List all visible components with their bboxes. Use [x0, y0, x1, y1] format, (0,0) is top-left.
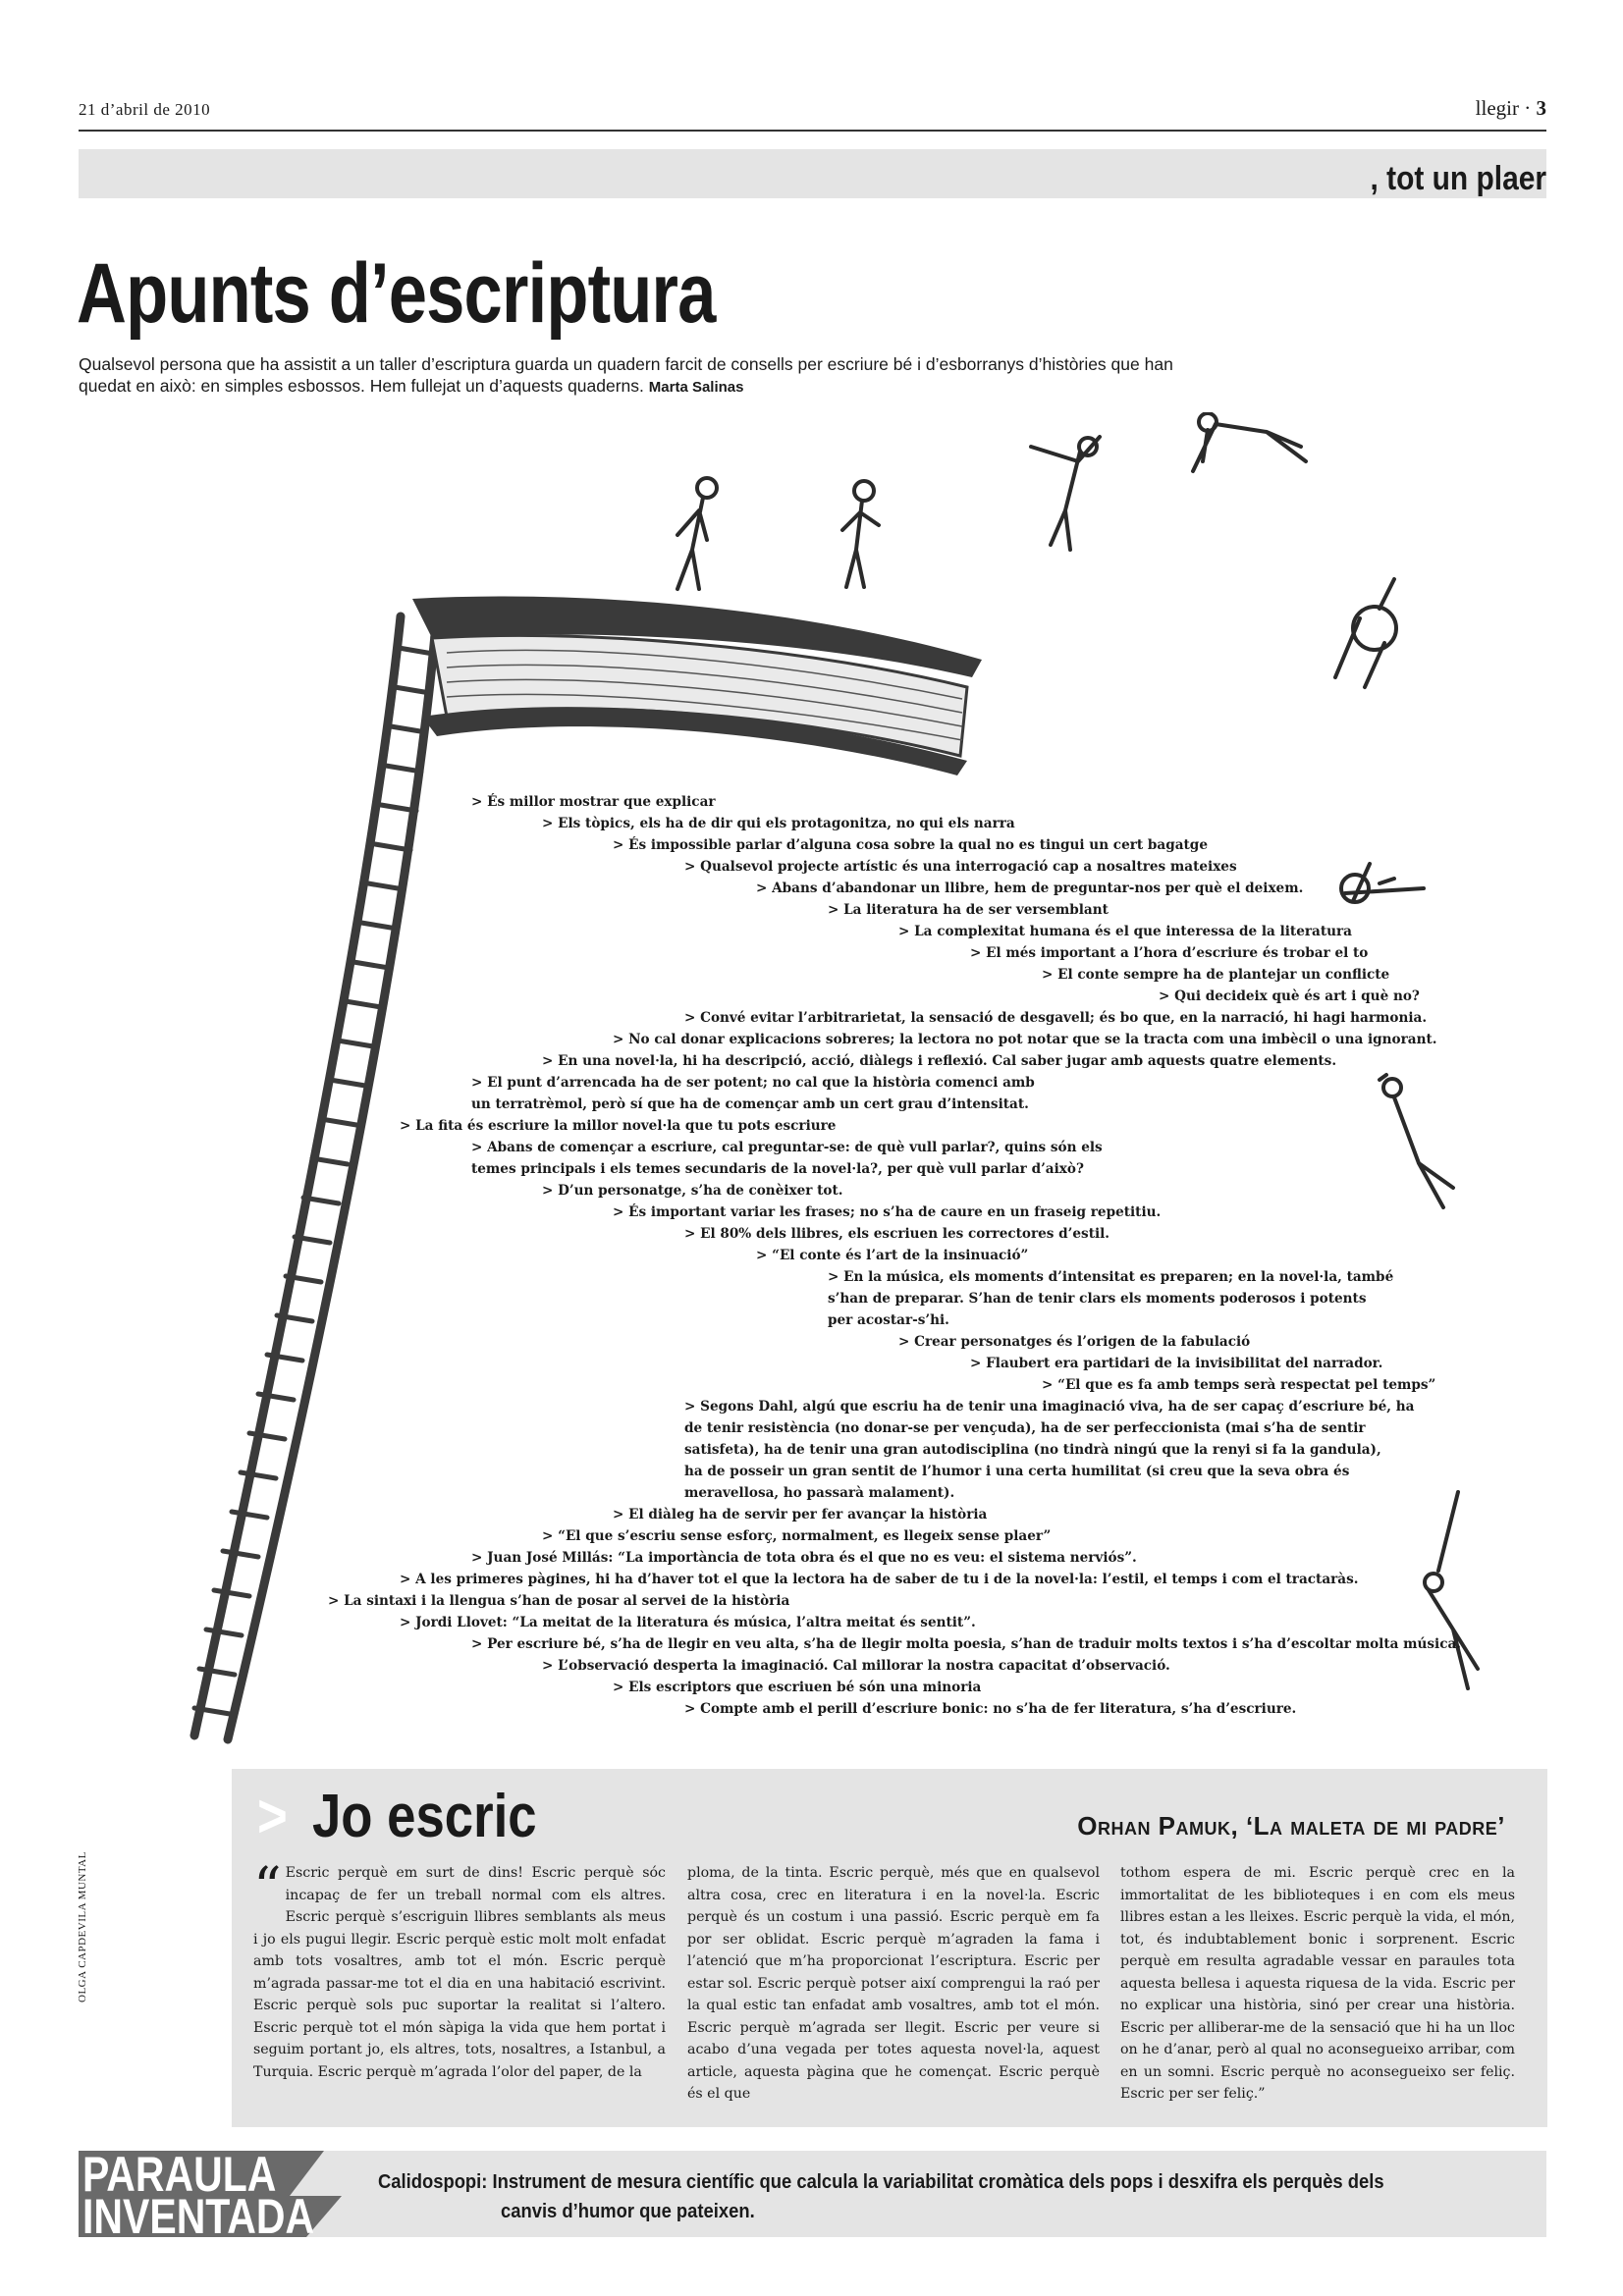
tip-line: > D’un personatge, s’ha de conèixer tot.	[542, 1183, 843, 1199]
header-separator: ·	[1524, 96, 1532, 120]
tip-line: > Qui decideix què és art i què no?	[1159, 988, 1420, 1004]
tip-line: temes principals i els temes secundaris de la novel·la?, per què vull parlar d’això?	[471, 1161, 1084, 1177]
article-lead	[79, 353, 1188, 399]
tip-line: > Compte amb el perill d’escriure bonic: no s’ha de fer literatura, s’ha d’escriure.	[684, 1701, 1297, 1717]
tip-line: > Abans d’abandonar un llibre, hem de preguntar-nos per què el deixem.	[756, 881, 1304, 896]
header-section-name: llegir	[1475, 96, 1519, 120]
tip-line: > “El conte és l’art de la insinuació”	[756, 1248, 1029, 1263]
sidebar-source: Orhan Pamuk, ‘La maleta de mi padre’	[1077, 1811, 1505, 1841]
tip-line: > Flaubert era partidari de la invisibilitat del narrador.	[970, 1356, 1383, 1371]
figure-3	[1031, 437, 1100, 550]
tip-line: > El conte sempre ha de plantejar un conflicte	[1042, 967, 1390, 983]
tip-line: > Qualsevol projecte artístic és una interrogació cap a nosaltres mateixes	[684, 859, 1237, 875]
figure-6	[1341, 864, 1424, 902]
tip-line: s’han de preparar. S’han de tenir clars els moments poderosos i potents	[828, 1291, 1367, 1307]
tip-line: > És millor mostrar que explicar	[471, 794, 716, 810]
sidebar-arrow: >	[257, 1783, 288, 1850]
invented-word-definition-line1: Calidospopi: Instrument de mesura científic que calcula la variabilitat cromàtica dels pops i desxifra els perquès dels	[378, 2171, 1384, 2193]
figure-4	[1193, 413, 1306, 471]
tip-line: > La sintaxi i la llengua s’han de posar al servei de la història	[328, 1593, 790, 1609]
invented-word-label-line2: INVENTADA	[82, 2189, 315, 2244]
ladder-illustration	[194, 616, 436, 1739]
illustration-credit: OLGA CAPDEVILA MUNTAL	[77, 1851, 88, 2002]
tip-line: satisfeta), ha de tenir una gran autodisciplina (no tindrà ningú que la renyi si fa la gandula),	[684, 1442, 1381, 1458]
tip-line: > En la música, els moments d’intensitat es preparen; en la novel·la, també	[828, 1269, 1394, 1285]
sidebar-column-1	[253, 1856, 666, 2083]
tip-line: > Convé evitar l’arbitrarietat, la sensació de desgavell; és bo que, en la narració, hi hagi harmonia.	[684, 1010, 1428, 1026]
tip-line: > La complexitat humana és el que interessa de la literatura	[898, 924, 1352, 939]
tip-line: un terratrèmol, però sí que ha de començar amb un cert grau d’intensitat.	[471, 1096, 1029, 1112]
diving-figures	[677, 413, 1478, 1688]
illustration-ladder-book-divers	[0, 412, 1623, 1747]
byline: Marta Salinas	[648, 379, 744, 396]
tip-line: > L’observació desperta la imaginació. Cal millorar la nostra capacitat d’observació.	[542, 1658, 1170, 1674]
sidebar-column-2: ploma, de la tinta. Escric perquè, més que en qualsevol altra cosa, crec en literatura i en la novel·la. Escric perquè és un costum i una passió. Escric perquè em fa por ser oblidat. Escric perquè m’agraden la fama i l’atenció que m’ha proporcionat l’escriptura. Escric per estar sol. Escric perquè potser així comprengui la raó per la qual estic tan enfadat amb vosaltres, amb tot el món. Escric perquè m’agrada ser llegit. Escric per veure si acabo d’una vegada per totes aquesta novel·la, aquest article, aquesta pàgina que he començat. Escric perquè és el que	[687, 1865, 1100, 2102]
kicker-band	[79, 149, 1546, 198]
tip-line: > A les primeres pàgines, hi ha d’haver tot el que la lectora ha de saber de tu i de la novel·la: l’estil, el temps i com el tractaràs.	[400, 1572, 1359, 1587]
figure-5	[1335, 579, 1396, 687]
article-title: Apunts d’escriptura	[77, 246, 716, 341]
tip-line: > El més important a l’hora d’escriure és trobar el to	[970, 945, 1369, 961]
tip-line: > Crear personatges és l’origen de la fabulació	[898, 1334, 1251, 1350]
tip-line: > Segons Dahl, algú que escriu ha de tenir una imaginació viva, ha de ser capaç d’escriure bé, ha	[684, 1399, 1415, 1415]
tip-line: > La fita és escriure la millor novel·la que tu pots escriure	[400, 1118, 837, 1134]
lead-text: Qualsevol persona que ha assistit a un taller d’escriptura guarda un quadern farcit de consells per escriure bé i d’esborranys d’històries que han quedat en això: en simples esbossos. Hem fullejat un d’aquests quaderns.	[79, 354, 1173, 396]
tip-line: > Els escriptors que escriuen bé són una minoria	[613, 1680, 982, 1695]
tip-line: > No cal donar explicacions sobreres; la lectora no pot notar que se la tracta com una imbècil o una ignorant.	[613, 1032, 1437, 1047]
tip-line: > És impossible parlar d’alguna cosa sobre la qual no es tingui un cert bagatge	[613, 837, 1208, 853]
tip-line: > “El que s’escriu sense esforç, normalment, es llegeix sense plaer”	[542, 1528, 1052, 1544]
header-rule	[79, 130, 1546, 132]
tip-line: meravellosa, ho passarà malament).	[684, 1485, 955, 1501]
invented-word-definition-line2: canvis d’humor que pateixen.	[501, 2201, 755, 2222]
tip-line: > “El que es fa amb temps serà respectat pel temps”	[1042, 1377, 1436, 1393]
tip-line: > El 80% dels llibres, els escriuen les correctores d’estil.	[684, 1226, 1110, 1242]
kicker: , tot un plaer	[1370, 160, 1546, 197]
tip-line: > La literatura ha de ser versemblant	[828, 902, 1109, 918]
book-illustration	[412, 597, 982, 775]
tip-line: > Per escriure bé, s’ha de llegir en veu alta, s’ha de llegir molta poesia, s’han de traduir molts textos i s’ha d’escoltar molta música.	[471, 1636, 1462, 1652]
header-section	[1476, 96, 1546, 121]
invented-word-label-line1: PARAULA	[82, 2147, 277, 2202]
tip-line: > El punt d’arrencada ha de ser potent; no cal que la història comenci amb	[471, 1075, 1035, 1091]
tip-line: de tenir resistència (no donar-se per vençuda), ha de ser perfeccionista (mai s’ha de sentir	[684, 1420, 1366, 1436]
figure-1	[677, 478, 717, 589]
sidebar-title: Jo escric	[312, 1783, 537, 1850]
figure-2	[842, 481, 879, 587]
header-date: 21 d’abril de 2010	[79, 100, 211, 119]
sidebar-column-3: tothom espera de mi. Escric perquè crec en la immortalitat de les biblioteques i en com els meus llibres estan a les lleixes. Escric perquè la vida, el món, tot, és indubtablement bonic i sorprenent. Escric perquè em resulta agradable vessar en paraules tota aquesta bellesa i aquesta riquesa de la vida. Escric per no explicar una història, sinó per crear una història. Escric per alliberar-me de la sensació que hi ha un lloc on he d’anar, però al qual no aconsegueixo arribar, com en un somni. Escric perquè no aconsegueixo ser feliç. Escric per ser feliç.”	[1120, 1865, 1515, 2102]
opening-quote-mark: “	[253, 1856, 282, 1920]
tip-line: > El diàleg ha de servir per fer avançar la història	[613, 1507, 988, 1522]
tip-line: ha de posseir un gran sentit de l’humor i una certa humilitat (si creu que la seva obra és	[684, 1464, 1350, 1479]
tip-line: > Jordi Llovet: “La meitat de la literatura és música, l’altra meitat és sentit”.	[400, 1615, 976, 1630]
header-page-number: 3	[1536, 96, 1546, 120]
tip-line: per acostar-s’hi.	[828, 1312, 949, 1328]
figure-7	[1380, 1075, 1453, 1207]
figure-8	[1425, 1492, 1478, 1688]
tip-line: > Juan José Millás: “La importància de tota obra és el que no es veu: el sistema nerviós”.	[471, 1550, 1137, 1566]
sidebar-column-1-text: Escric perquè em surt de dins! Escric perquè sóc incapaç de fer un treball normal com els altres. Escric perquè s’escriguin llibres semblants als meus i jo els pugui llegir. Escric perquè estic molt molt enfadat amb tots vosaltres, amb tot el món. Escric perquè m’agrada passar-me tot el dia en una habitació escrivint. Escric perquè sols puc suportar la realitat si l’altero. Escric perquè tot el món sàpiga la vida que hem portat i seguim portant jo, els altres, tots, nosaltres, a Istanbul, a Turquia. Escric perquè m’agrada l’olor del paper, de la	[253, 1865, 666, 2080]
tip-line: > És important variar les frases; no s’ha de caure en un fraseig repetitiu.	[613, 1204, 1162, 1220]
tip-line: > Abans de començar a escriure, cal preguntar-se: de què vull parlar?, quins són els	[471, 1140, 1103, 1155]
tip-line: > En una novel·la, hi ha descripció, acció, diàlegs i reflexió. Cal saber jugar amb aquests quatre elements.	[542, 1053, 1337, 1069]
tip-line: > Els tòpics, els ha de dir qui els protagonitza, no qui els narra	[542, 816, 1015, 831]
